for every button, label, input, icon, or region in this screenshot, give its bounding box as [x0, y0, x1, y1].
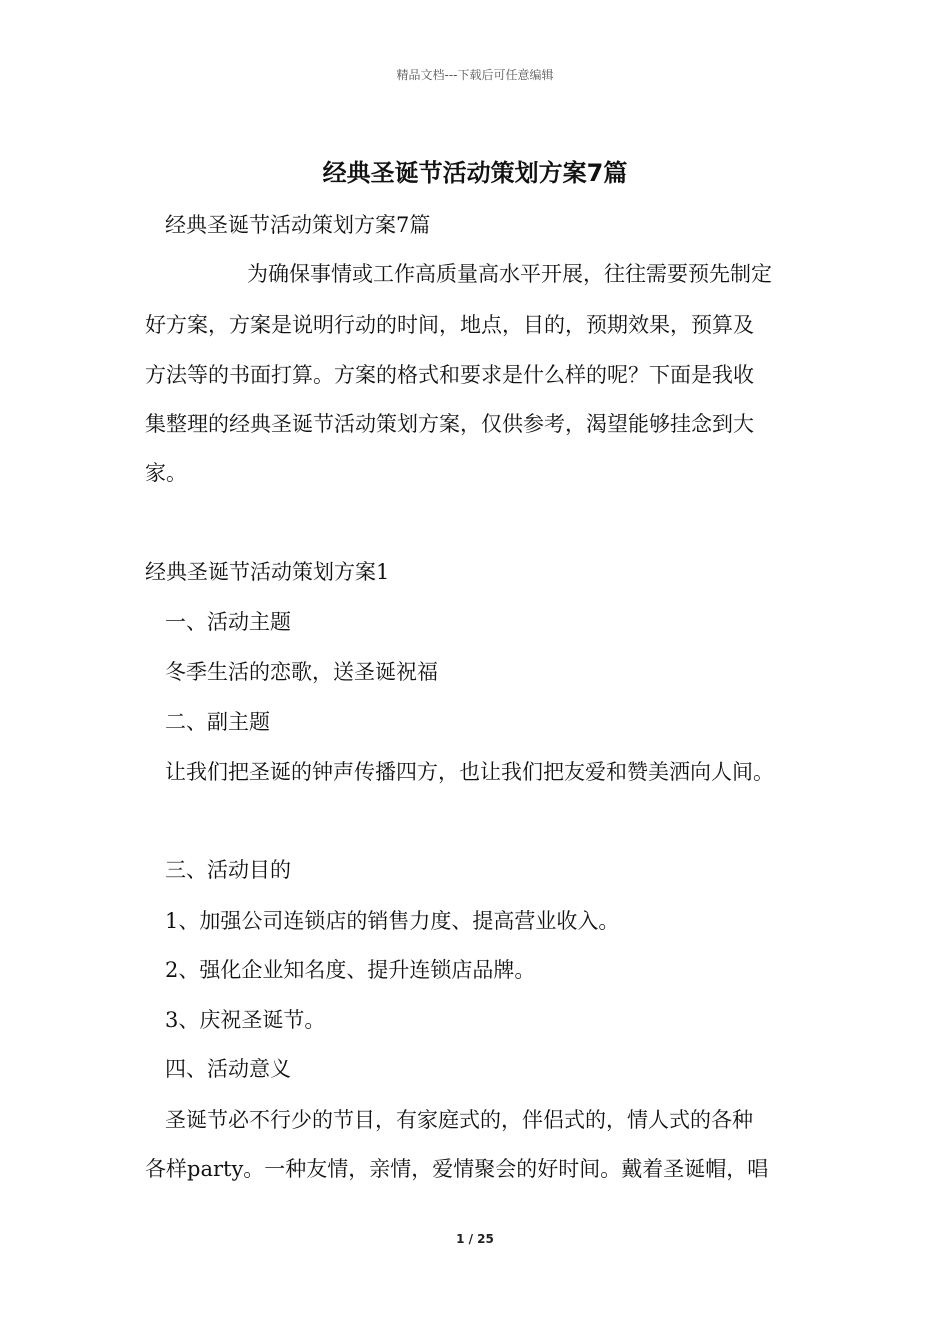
subtheme-text: 让我们把圣诞的钟声传播四方，也让我们把友爱和赞美洒向人间。: [165, 760, 774, 784]
purpose-item-3: 3、庆祝圣诞节。: [165, 1008, 326, 1032]
intro-line-3: 方法等的书面打算。方案的格式和要求是什么样的呢？下面是我收: [145, 363, 754, 387]
purpose-item-1: 1、加强公司连锁店的销售力度、提高营业收入。: [165, 909, 620, 933]
intro-line-2: 好方案，方案是说明行动的时间，地点，目的，预期效果，预算及: [145, 313, 754, 337]
heading-theme: 一、活动主题: [165, 610, 291, 634]
page-number: 1 / 25: [456, 1232, 494, 1246]
intro-line-1: 为确保事情或工作高质量高水平开展，往往需要预先制定: [247, 262, 772, 286]
intro-line-5: 家。: [145, 461, 187, 485]
document-title: 经典圣诞节活动策划方案7篇: [322, 159, 628, 187]
significance-line-2: 各样party。一种友情，亲情，爱情聚会的好时间。戴着圣诞帽，唱: [145, 1157, 769, 1181]
subtitle-line: 经典圣诞节活动策划方案7篇: [165, 213, 431, 237]
page-header: 精品文档---下载后可任意编辑: [396, 68, 554, 82]
heading-subtheme: 二、副主题: [165, 710, 270, 734]
section-heading: 经典圣诞节活动策划方案1: [145, 560, 390, 584]
heading-purpose: 三、活动目的: [165, 858, 291, 882]
theme-text: 冬季生活的恋歌，送圣诞祝福: [165, 660, 438, 684]
intro-line-4: 集整理的经典圣诞节活动策划方案，仅供参考，渴望能够挂念到大: [145, 412, 754, 436]
heading-significance: 四、活动意义: [165, 1057, 291, 1081]
purpose-item-2: 2、强化企业知名度、提升连锁店品牌。: [165, 958, 536, 982]
significance-line-1: 圣诞节必不行少的节目，有家庭式的，伴侣式的，情人式的各种: [165, 1108, 753, 1132]
